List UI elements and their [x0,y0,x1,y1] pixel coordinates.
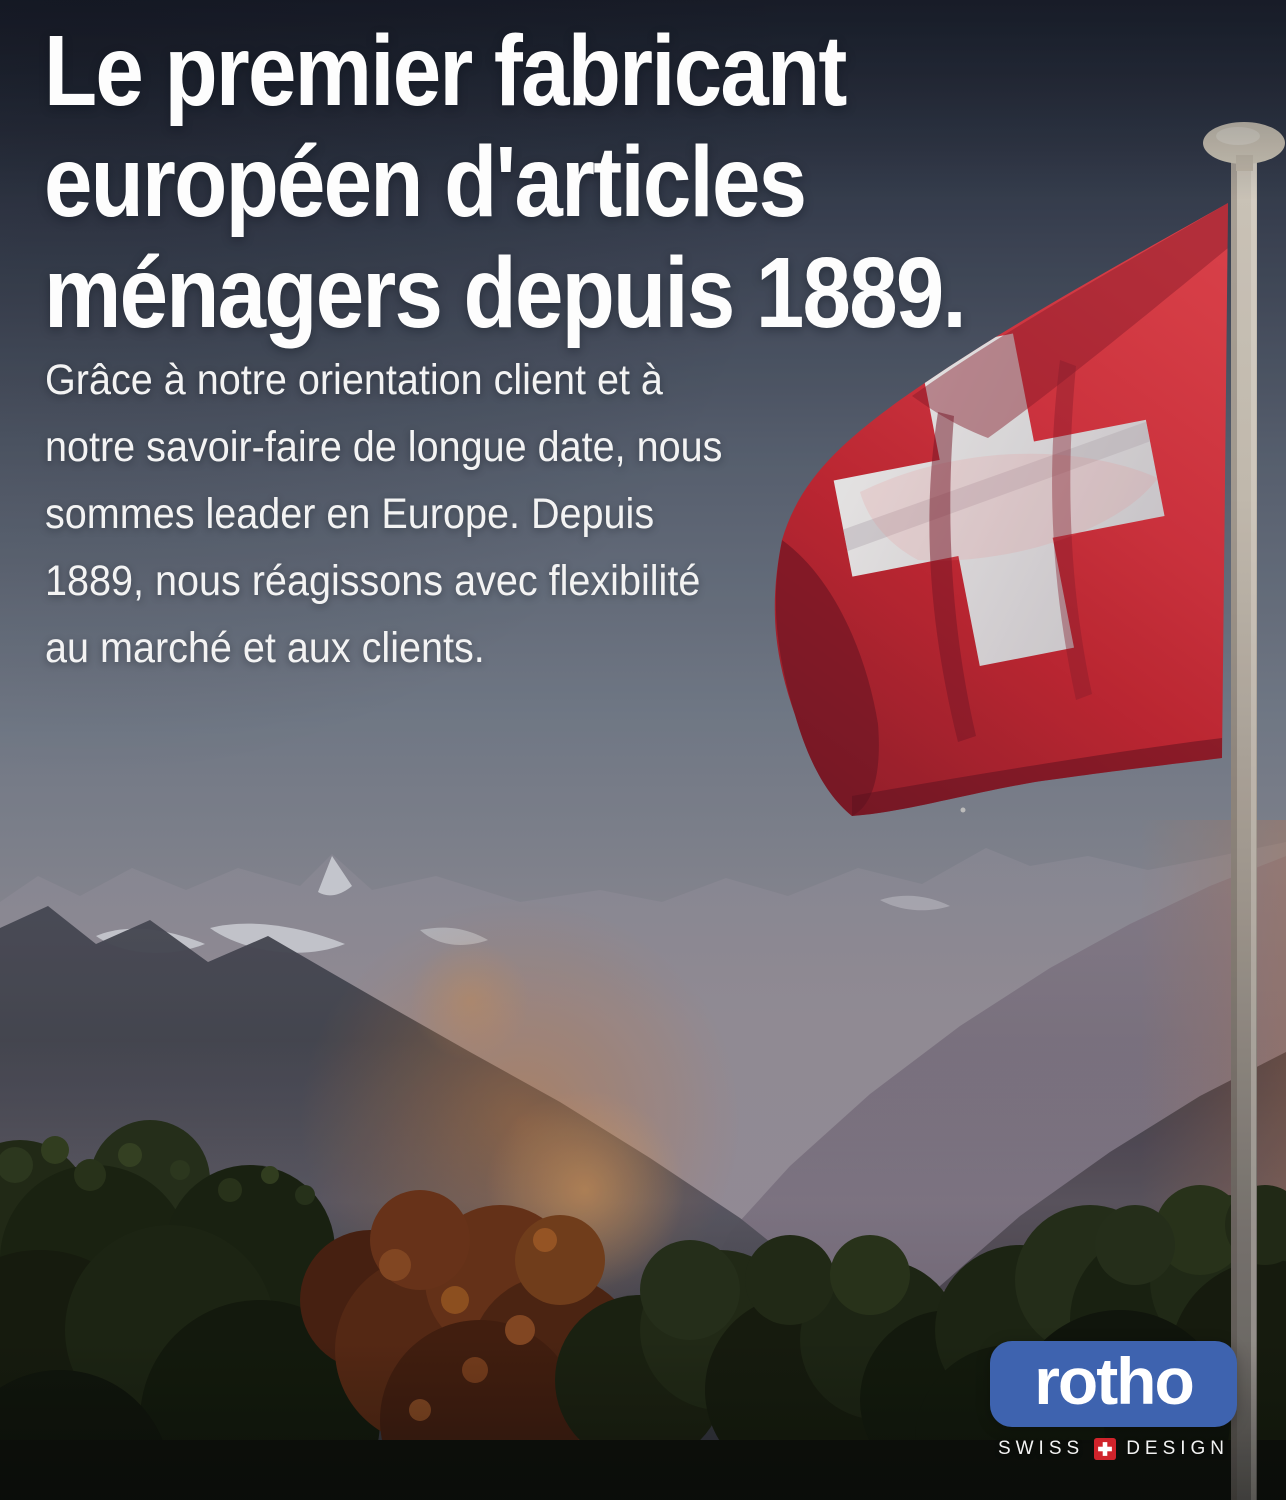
body-copy [45,347,722,682]
body-line-1: Grâce à notre orientation client et à [45,356,663,404]
headline-line-2: européen d'articles [44,126,806,238]
tagline-swiss: SWISS [997,1438,1085,1459]
headline [44,16,965,349]
swiss-cross-icon [1094,1438,1116,1460]
body-line-2: notre savoir-faire de longue date, nous [45,423,723,471]
body-line-5: au marché et aux clients. [45,624,485,672]
rotho-logo [990,1341,1237,1427]
swiss-design-tagline [990,1438,1237,1460]
body-line-3: sommes leader en Europe. Depuis [45,490,655,538]
rotho-logo-text: rotho [1034,1344,1193,1418]
body-line-4: 1889, nous réagissons avec flexibilité [45,557,701,605]
headline-line-3: ménagers depuis 1889. [44,237,965,349]
tagline-design: DESIGN [1126,1438,1230,1459]
headline-line-1: Le premier fabricant [44,15,846,127]
